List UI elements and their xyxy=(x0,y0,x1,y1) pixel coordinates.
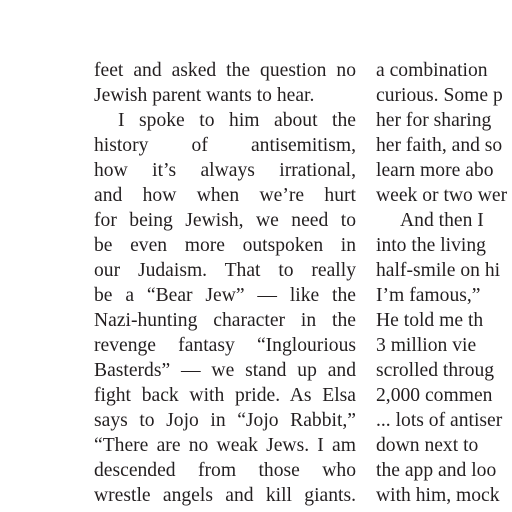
text-line: 3 million vie xyxy=(376,335,477,356)
text-line: how it’s always irrational, xyxy=(94,160,356,181)
text-line: ... lots of antiser xyxy=(376,410,503,431)
text-line: week or two wer xyxy=(376,185,508,206)
text-line: He told me th xyxy=(376,310,484,331)
text-line: half-smile on hi xyxy=(376,260,501,281)
text-line: revenge fantasy “Inglourious xyxy=(94,335,356,356)
text-line: I’m famous,” xyxy=(376,285,481,306)
text-line: “There are no weak Jews. I am xyxy=(94,435,356,456)
text-line: a combination xyxy=(376,60,488,81)
text-line: into the living xyxy=(376,235,486,256)
text-line: learn more abo xyxy=(376,160,494,181)
text-line: feet and asked the question no xyxy=(94,60,356,81)
text-line: descended from those who xyxy=(94,460,356,481)
text-line: down next to xyxy=(376,435,479,456)
text-line: fight back with pride. As Elsa xyxy=(94,385,356,406)
text-line: I spoke to him about the xyxy=(118,110,356,131)
text-line: 2,000 commen xyxy=(376,385,493,406)
text-line: Nazi-hunting character in the xyxy=(94,310,356,331)
text-line: scrolled throug xyxy=(376,360,495,381)
text-line: with him, mock xyxy=(376,485,500,506)
text-line: and how when we’re hurt xyxy=(94,185,356,206)
text-line: be a “Bear Jew” — like the xyxy=(94,285,356,306)
text-line: Jewish parent wants to hear. xyxy=(94,85,315,106)
text-line: And then I xyxy=(400,210,484,231)
text-line: her for sharing xyxy=(376,110,492,131)
right-text-column xyxy=(376,58,512,508)
text-line: her faith, and so xyxy=(376,135,503,156)
text-line: curious. Some p xyxy=(376,85,503,106)
text-line: history of antisemitism, xyxy=(94,135,356,156)
text-line: be even more outspoken in xyxy=(94,235,356,256)
text-line: our Judaism. That to really xyxy=(94,260,356,281)
text-line: the app and loo xyxy=(376,460,497,481)
left-text-column xyxy=(94,58,356,508)
text-line: for being Jewish, we need to xyxy=(94,210,356,231)
text-line: Basterds” — we stand up and xyxy=(94,360,356,381)
text-line: says to Jojo in “Jojo Rabbit,” xyxy=(94,410,356,431)
text-line: wrestle angels and kill giants. xyxy=(94,485,356,506)
